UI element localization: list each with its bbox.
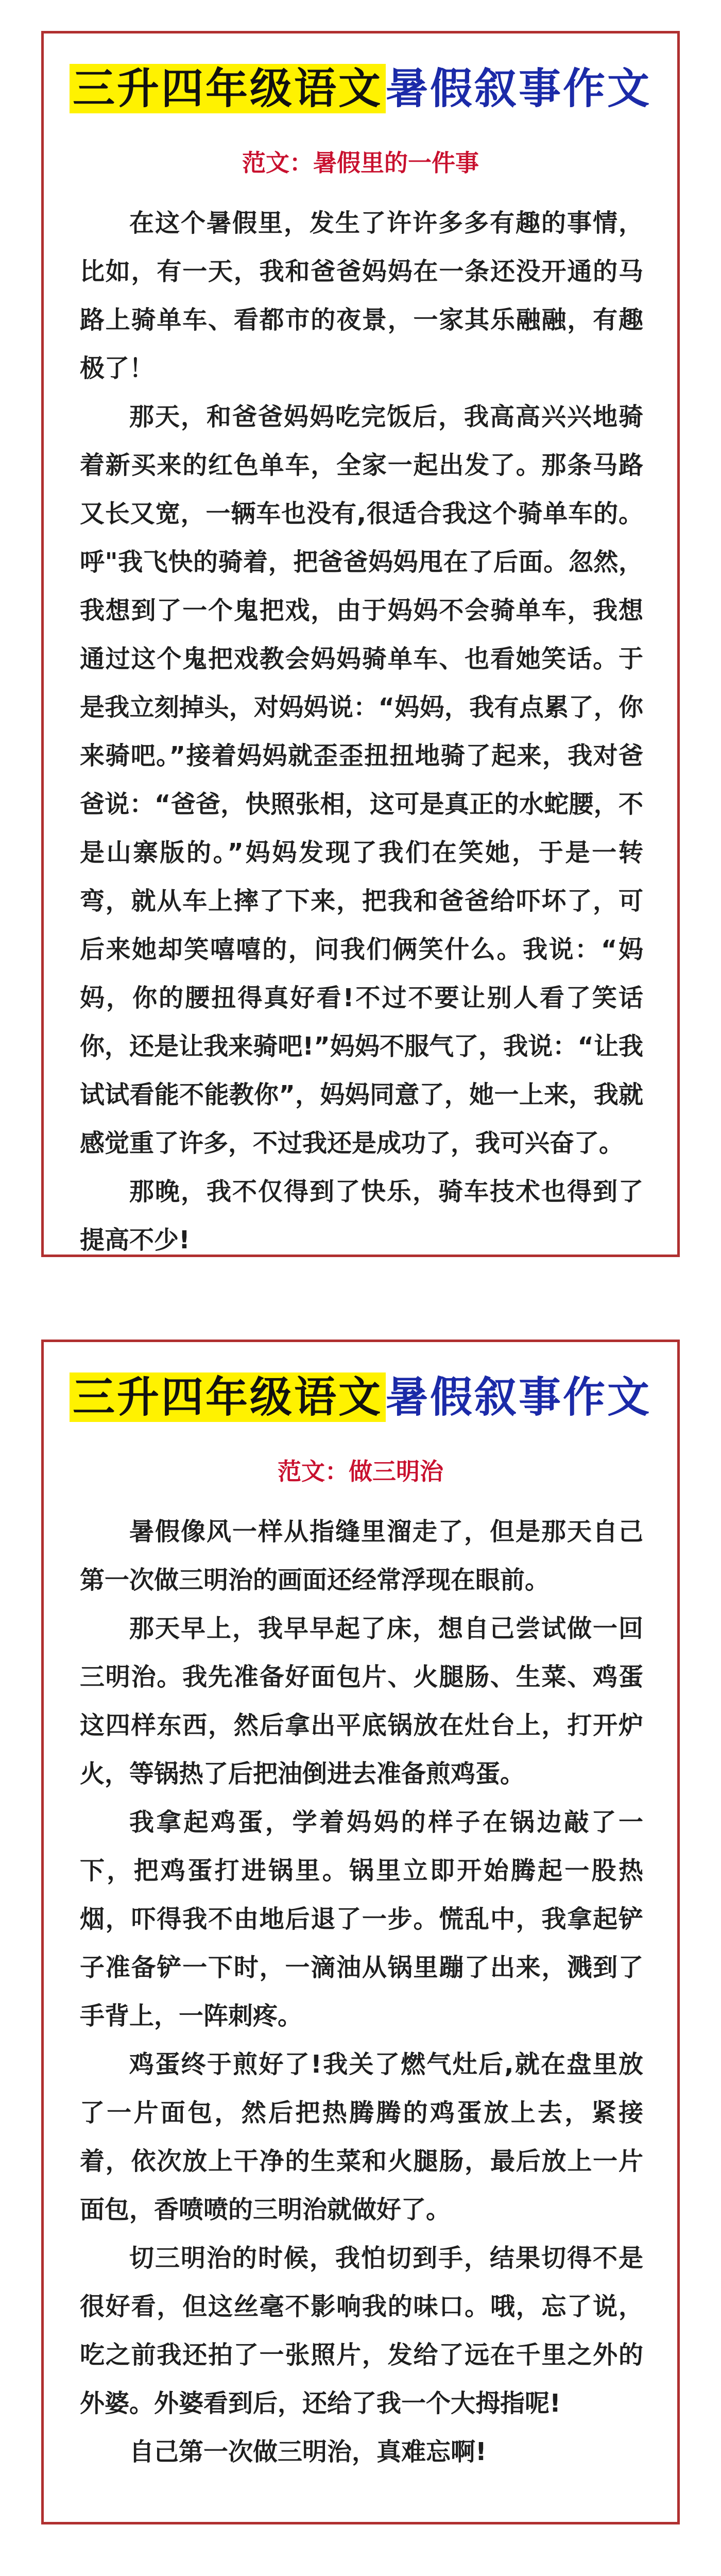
card-title [70, 62, 651, 115]
essay-body [44, 1507, 677, 2476]
title-highlight: 三升四年级语文 [70, 64, 386, 113]
essay-paragraph: 那天早上，我早早起了床，想自己尝试做一回三明治。我先准备好面包片、火腿肠、生菜、鸡蛋这四样东西，然后拿出平底锅放在灶台上，打开炉火，等锅热了后把油倒进去准备煎鸡蛋。 [80, 1614, 643, 1788]
card-title [70, 1371, 651, 1424]
essay-card-summer-event [41, 31, 680, 1257]
essay-body [44, 199, 677, 1264]
essay-paragraph: 在这个暑假里，发生了许许多多有趣的事情，比如，有一天，我和爸爸妈妈在一条还没开通的马路上骑单车、看都市的夜景，一家其乐融融，有趣极了！ [80, 208, 643, 383]
essay-paragraph: 鸡蛋终于煎好了!我关了燃气灶后,就在盘里放了一片面包，然后把热腾腾的鸡蛋放上去，紧接着，依次放上干净的生菜和火腿肠，最后放上一片面包，香喷喷的三明治就做好了。 [80, 2049, 643, 2224]
card-header [44, 1342, 677, 1424]
essay-paragraph: 自己第一次做三明治，真难忘啊! [129, 2437, 487, 2466]
title-highlight: 三升四年级语文 [70, 1372, 386, 1422]
essay-card-sandwich [41, 1340, 680, 2524]
essay-paragraph: 切三明治的时候，我怕切到手，结果切得不是很好看，但这丝毫不影响我的味口。哦，忘了说，吃之前我还拍了一张照片，发给了远在千里之外的外婆。外婆看到后，还给了我一个大拇指呢! [80, 2243, 643, 2418]
card-header [44, 33, 677, 115]
essay-subtitle: 范文：暑假里的一件事 [242, 148, 479, 177]
essay-subtitle: 范文：做三明治 [278, 1457, 443, 1485]
essay-paragraph: 那晚，我不仅得到了快乐，骑车技术也得到了提高不少! [80, 1177, 643, 1255]
title-rest: 暑假叙事作文 [386, 1372, 652, 1422]
essay-paragraph: 暑假像风一样从指缝里溜走了，但是那天自己第一次做三明治的画面还经常浮现在眼前。 [80, 1517, 643, 1595]
title-rest: 暑假叙事作文 [386, 64, 652, 113]
essay-paragraph: 那天，和爸爸妈妈吃完饭后，我高高兴兴地骑着新买来的红色单车，全家一起出发了。那条马路又长又宽，一辆车也没有,很适合我这个骑单车的。呼"我飞快的骑着，把爸爸妈妈甩在了后面。忽然，我想到了一个鬼把戏，由于妈妈不会骑单车，我想通过这个鬼把戏教会妈妈骑单车、也看她笑话。于是我立刻掉头，对妈妈说：“妈妈，我有点累了，你来骑吧。”接着妈妈就歪歪扭扭地骑了起来，我对爸爸说：“爸爸，快照张相，这可是真正的水蛇腰，不是山寨版的。”妈妈发现了我们在笑她，于是一转弯，就从车上摔了下来，把我和爸爸给吓坏了，可后来她却笑嘻嘻的，问我们俩笑什么。我说：“妈妈，你的腰扭得真好看!不过不要让别人看了笑话你，还是让我来骑吧!”妈妈不服气了，我说：“让我试试看能不能教你”，妈妈同意了，她一上来，我就感觉重了许多，不过我还是成功了，我可兴奋了。 [80, 402, 643, 1158]
essay-paragraph: 我拿起鸡蛋，学着妈妈的样子在锅边敲了一下，把鸡蛋打进锅里。锅里立即开始腾起一股热烟，吓得我不由地后退了一步。慌乱中，我拿起铲子准备铲一下时，一滴油从锅里蹦了出来，溅到了手背上，一阵刺疼。 [80, 1807, 643, 2030]
